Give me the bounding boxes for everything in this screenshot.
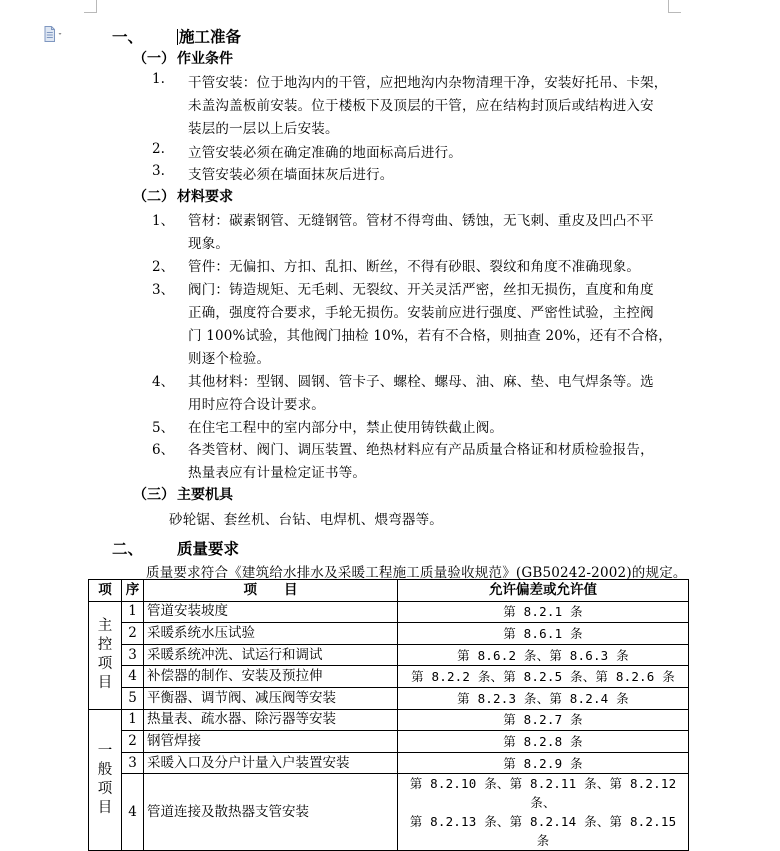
- row-number: 4: [122, 774, 144, 851]
- list-item-text: 正确，强度符合要求，手轮无损伤。安装前应进行强度、严密性试验，主控阀: [188, 305, 654, 321]
- list-item-text: 支管安装必须在墙面抹灰后进行。: [188, 167, 394, 183]
- list-item-number: 1.: [152, 71, 165, 87]
- page-corner-mark-right: [668, 0, 681, 13]
- row-value: 第 8.2.9 条: [398, 752, 689, 774]
- subsection-number: （二）: [133, 189, 175, 205]
- row-item: 管道连接及散热器支管安装: [144, 774, 398, 851]
- subsection-title: 主要机具: [177, 487, 233, 503]
- list-item-number: 6、: [152, 442, 175, 458]
- section-number: 一、: [112, 27, 144, 46]
- row-item: 钢管焊接: [144, 731, 398, 753]
- row-item: 热量表、疏水器、除污器等安装: [144, 709, 398, 731]
- paragraph-text: 质量要求符合《建筑给水排水及采暖工程施工质量验收规范》(GB50242-2002)的规定。: [146, 565, 687, 581]
- section-number: 二、: [112, 539, 144, 558]
- table-row: [89, 623, 689, 645]
- group-label: 主控项目: [89, 601, 122, 709]
- row-value: 第 8.6.2 条、第 8.6.3 条: [398, 644, 689, 666]
- list-item-text: 则逐个检验。: [188, 351, 271, 367]
- section-title: 质量要求: [177, 539, 240, 558]
- row-number: 4: [122, 666, 144, 688]
- page-corner-mark-left: [84, 0, 97, 13]
- row-item: 平衡器、调节阀、减压阀等安装: [144, 687, 398, 709]
- row-item: 管道安装坡度: [144, 601, 398, 623]
- row-number: 2: [122, 623, 144, 645]
- row-number: 1: [122, 709, 144, 731]
- header-cell: 序: [122, 580, 144, 602]
- list-item-text: 门 100%试验，其他阀门抽检 10%，若有不合格，则抽查 20%，还有不合格，: [188, 328, 672, 344]
- list-item-number: 4、: [152, 374, 175, 390]
- row-value: 第 8.2.3 条、第 8.2.4 条: [398, 687, 689, 709]
- subsection-number: （三）: [133, 487, 175, 503]
- list-item-number: 2、: [152, 259, 175, 275]
- list-item-number: 3、: [152, 282, 175, 298]
- row-number: 3: [122, 644, 144, 666]
- row-number: 2: [122, 731, 144, 753]
- text-cursor: [177, 29, 178, 45]
- row-value: [398, 774, 689, 851]
- table-row: [89, 666, 689, 688]
- list-item-text: 在住宅工程中的室内部分中，禁止使用铸铁截止阀。: [188, 420, 504, 436]
- list-item-text: 未盖沟盖板前安装。位于楼板下及顶层的干管，应在结构封顶后或结构进入安: [188, 98, 654, 114]
- section-title: 施工准备: [179, 27, 242, 46]
- list-item-text: 立管安装必须在确定准确的地面标高后进行。: [188, 145, 462, 161]
- list-item-text: 其他材料：型钢、圆钢、管卡子、螺栓、螺母、油、麻、垫、电气焊条等。选: [188, 374, 654, 390]
- header-cell: 允许偏差或允许值: [398, 580, 689, 602]
- list-item-text: 阀门：铸造规矩、无毛刺、无裂纹、开关灵活严密，丝扣无损伤，直度和角度: [188, 282, 654, 298]
- quality-requirements-table: [88, 579, 689, 851]
- list-item-text: 热量表应有计量检定证书等。: [188, 465, 367, 481]
- table-row: [89, 644, 689, 666]
- row-number: 5: [122, 687, 144, 709]
- list-item-text: 现象。: [188, 236, 230, 252]
- table-row: [89, 709, 689, 731]
- list-item-number: 5、: [152, 420, 175, 436]
- row-number: 3: [122, 752, 144, 774]
- table-row: [89, 774, 689, 851]
- row-value-line: 第 8.2.13 条、第 8.2.14 条、第 8.2.15 条: [409, 814, 677, 849]
- subsection-title: 作业条件: [177, 51, 233, 67]
- document-icon[interactable]: [44, 26, 70, 42]
- row-value: 第 8.2.7 条: [398, 709, 689, 731]
- row-value: 第 8.2.1 条: [398, 601, 689, 623]
- row-value: 第 8.2.8 条: [398, 731, 689, 753]
- row-value: 第 8.6.1 条: [398, 623, 689, 645]
- list-item-number: 1、: [152, 213, 175, 229]
- paragraph-text: 砂轮锯、套丝机、台钻、电焊机、煨弯器等。: [169, 512, 443, 528]
- row-value-line: 第 8.2.10 条、第 8.2.11 条、第 8.2.12 条、: [409, 776, 677, 811]
- header-cell: 项: [89, 580, 122, 602]
- list-item-text: 管材：碳素钢管、无缝钢管。管材不得弯曲、锈蚀，无飞刺、重皮及凹凸不平: [188, 213, 654, 229]
- table-row: [89, 731, 689, 753]
- row-item: 采暖系统水压试验: [144, 623, 398, 645]
- list-item-text: 管件：无偏扣、方扣、乱扣、断丝，不得有砂眼、裂纹和角度不准确现象。: [188, 259, 641, 275]
- list-item-text: 各类管材、阀门、调压装置、绝热材料应有产品质量合格证和材质检验报告，: [188, 442, 654, 458]
- list-item-text: 用时应符合设计要求。: [188, 397, 325, 413]
- row-item: 采暖入口及分户计量入户装置安装: [144, 752, 398, 774]
- list-item-text: 干管安装：位于地沟内的干管，应把地沟内杂物清理干净，安装好托吊、卡架，: [188, 75, 668, 91]
- list-item-number: 2.: [152, 141, 165, 157]
- row-value: 第 8.2.2 条、第 8.2.5 条、第 8.2.6 条: [398, 666, 689, 688]
- row-item: 采暖系统冲洗、试运行和调试: [144, 644, 398, 666]
- table-header-row: [89, 580, 689, 602]
- subsection-title: 材料要求: [177, 189, 233, 205]
- list-item-text: 装层的一层以上后安装。: [188, 121, 339, 137]
- list-item-number: 3.: [152, 163, 165, 179]
- table-row: [89, 601, 689, 623]
- chevron-down-icon: [59, 33, 62, 35]
- table-row: [89, 752, 689, 774]
- group-label: 一般项目: [89, 709, 122, 851]
- header-cell: 项 目: [144, 580, 398, 602]
- table-row: [89, 687, 689, 709]
- row-number: 1: [122, 601, 144, 623]
- row-item: 补偿器的制作、安装及预拉伸: [144, 666, 398, 688]
- subsection-number: （一）: [133, 51, 175, 67]
